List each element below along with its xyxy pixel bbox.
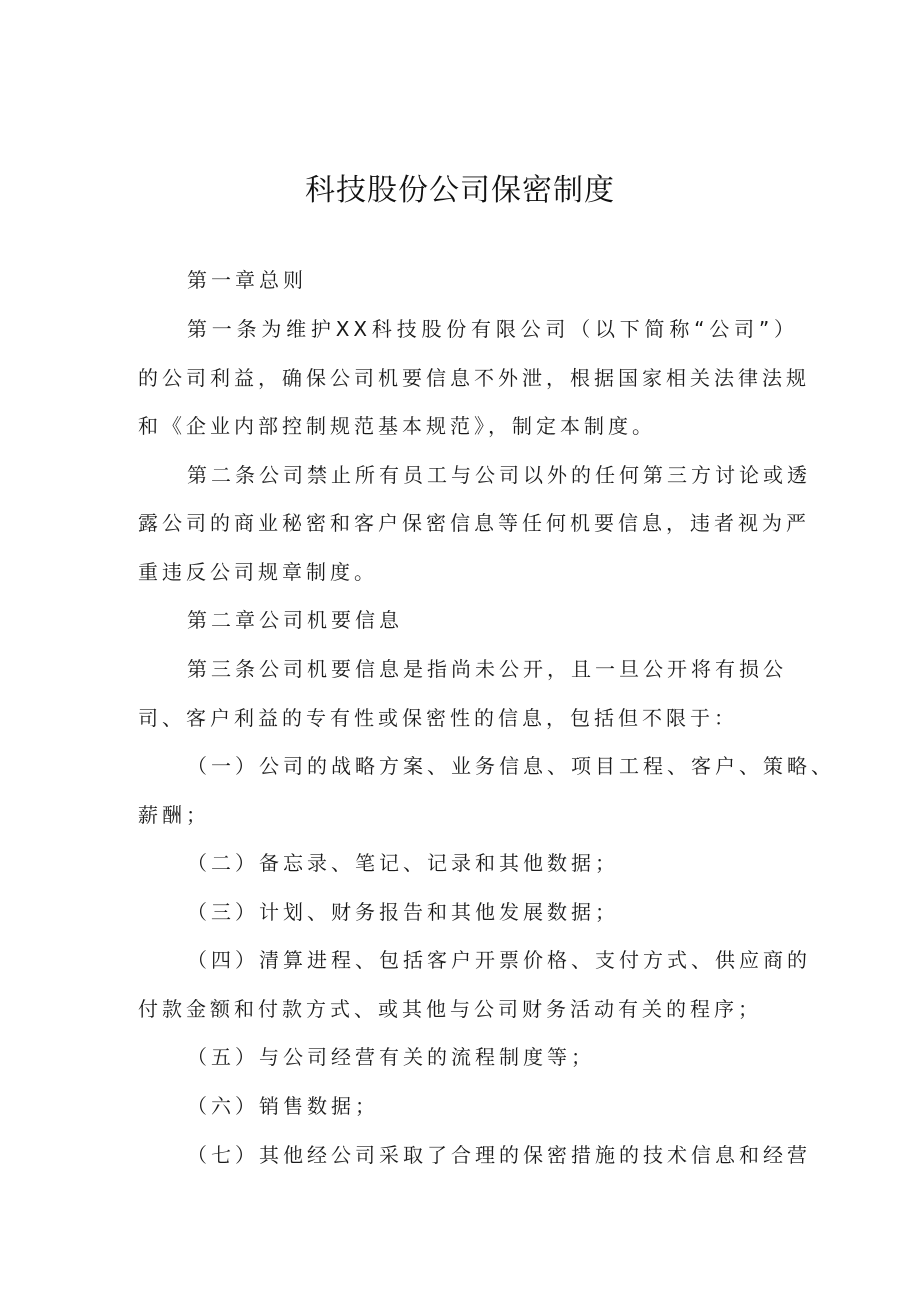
- list-item-line: （六）销售数据；: [187, 1094, 379, 1118]
- list-item-line: （七）其他经公司采取了合理的保密措施的技术信息和经营: [187, 1143, 811, 1167]
- paragraph-line: 露公司的商业秘密和客户保密信息等任何机要信息，违者视为严: [138, 511, 810, 535]
- list-item-line: （一）公司的战略方案、业务信息、项目工程、客户、策略、: [187, 754, 835, 778]
- paragraph-line: 第三条公司机要信息是指尚未公开，且一旦公开将有损公: [187, 657, 787, 681]
- list-item-line: 付款金额和付款方式、或其他与公司财务活动有关的程序；: [138, 997, 762, 1021]
- paragraph-line: 司、客户利益的专有性或保密性的信息，包括但不限于：: [138, 706, 738, 730]
- list-item-line: （五）与公司经营有关的流程制度等；: [187, 1045, 595, 1069]
- list-item-line: 薪酬；: [138, 803, 210, 827]
- list-item-line: （三）计划、财务报告和其他发展数据；: [187, 900, 619, 924]
- list-item-line: （四）清算进程、包括客户开票价格、支付方式、供应商的: [187, 948, 811, 972]
- paragraph-line: 第二条公司禁止所有员工与公司以外的任何第三方讨论或透: [187, 463, 811, 487]
- document-title: 科技股份公司保密制度: [305, 173, 615, 208]
- list-item-line: （二）备忘录、笔记、记录和其他数据；: [187, 851, 619, 875]
- chapter-heading: 第一章总则: [187, 268, 307, 292]
- paragraph-line: 第一条为维护XX科技股份有限公司（以下简称“公司”）: [187, 317, 798, 341]
- paragraph-line: 的公司利益，确保公司机要信息不外泄，根据国家相关法律法规: [138, 366, 810, 390]
- paragraph-line: 重违反公司规章制度。: [138, 560, 378, 584]
- paragraph-line: 和《企业内部控制规范基本规范》，制定本制度。: [138, 414, 656, 438]
- chapter-heading: 第二章公司机要信息: [187, 608, 403, 632]
